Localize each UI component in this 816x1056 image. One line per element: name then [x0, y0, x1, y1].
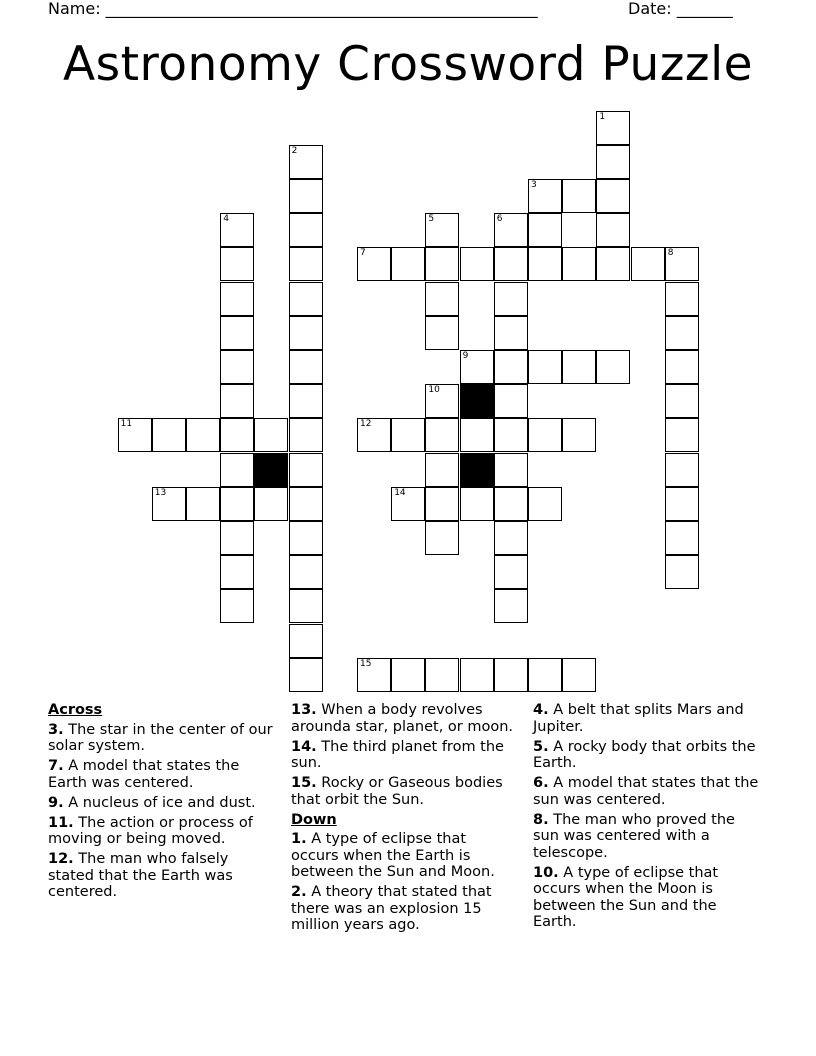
clue-number: 3.: [48, 721, 64, 738]
blocked-cell: [254, 453, 288, 487]
crossword-cell-13[interactable]: [152, 487, 186, 521]
crossword-cell-6[interactable]: [494, 213, 528, 247]
crossword-cell[interactable]: [425, 418, 459, 452]
crossword-cell[interactable]: [289, 453, 323, 487]
clue-text: The man who falsely stated that the Earth was centered.: [48, 851, 233, 900]
crossword-cell[interactable]: [665, 350, 699, 384]
blocked-cell: [460, 384, 494, 418]
crossword-cell[interactable]: [220, 487, 254, 521]
crossword-cell[interactable]: [186, 487, 220, 521]
crossword-cell[interactable]: [152, 418, 186, 452]
crossword-cell[interactable]: [596, 350, 630, 384]
clue-number: 11: [120, 419, 133, 430]
name-field[interactable]: Name: ______________________________________________________: [48, 0, 538, 18]
crossword-cell[interactable]: [460, 487, 494, 521]
clue-item: [291, 702, 517, 735]
clue-number: 6: [496, 214, 503, 225]
crossword-cell[interactable]: [562, 418, 596, 452]
crossword-cell[interactable]: [665, 282, 699, 316]
clue-number: 9: [462, 351, 469, 361]
clue-item: [533, 775, 763, 808]
crossword-cell[interactable]: [494, 521, 528, 555]
crossword-cell[interactable]: [220, 384, 254, 418]
crossword-cell[interactable]: [494, 555, 528, 589]
crossword-cell[interactable]: [289, 247, 323, 281]
crossword-cell[interactable]: [494, 418, 528, 452]
crossword-cell[interactable]: [186, 418, 220, 452]
clue-text: The star in the center of our solar system.: [48, 721, 273, 754]
crossword-cell[interactable]: [494, 658, 528, 692]
clue-text: A model that states that the sun was centered.: [533, 775, 759, 808]
crossword-cell[interactable]: [562, 247, 596, 281]
across-clue-list-continued: [291, 702, 517, 808]
crossword-cell[interactable]: [425, 658, 459, 692]
clue-text: A theory that stated that there was an explosion 15 million years ago.: [291, 884, 492, 933]
crossword-cell[interactable]: [460, 247, 494, 281]
crossword-cell-7[interactable]: [357, 247, 391, 281]
clue-number: 1.: [291, 831, 307, 847]
crossword-cell[interactable]: [494, 453, 528, 487]
clue-number: 7.: [48, 758, 64, 774]
clue-item: [291, 884, 517, 934]
crossword-cell-2[interactable]: [289, 145, 323, 179]
clue-number: 4: [223, 214, 229, 225]
clue-number: 11.: [48, 814, 74, 831]
down-clue-list-continued: [533, 702, 763, 931]
crossword-cell[interactable]: [460, 658, 494, 692]
crossword-cell[interactable]: [289, 384, 323, 418]
clues-column-2: [291, 702, 517, 937]
clue-number: 13: [154, 487, 167, 498]
crossword-cell[interactable]: [596, 179, 630, 213]
clue-item: [533, 865, 763, 931]
crossword-cell[interactable]: [289, 487, 323, 521]
clue-text: The man who proved the sun was centered with a telescope.: [533, 811, 735, 861]
clue-item: [291, 739, 517, 772]
clue-number: 5.: [533, 738, 549, 755]
crossword-cell[interactable]: [528, 247, 562, 281]
crossword-cell[interactable]: [220, 282, 254, 316]
crossword-cell[interactable]: [528, 213, 562, 247]
crossword-cell[interactable]: [494, 247, 528, 281]
clue-number: 10.: [533, 864, 559, 881]
clue-number: 2.: [291, 884, 307, 900]
clue-number: 12: [360, 419, 372, 430]
crossword-cell[interactable]: [528, 658, 562, 692]
crossword-cell[interactable]: [460, 418, 494, 452]
clue-number: 5: [428, 214, 435, 225]
clue-item: [48, 722, 274, 755]
crossword-cell[interactable]: [596, 247, 630, 281]
crossword-cell[interactable]: [425, 487, 459, 521]
clue-item: [48, 795, 274, 812]
clue-number: 10: [428, 385, 440, 396]
across-heading: Across: [48, 702, 103, 718]
clue-text: A type of eclipse that occurs when the Moon is between the Sun and the Earth.: [533, 864, 719, 930]
crossword-cell[interactable]: [220, 453, 254, 487]
crossword-cell[interactable]: [289, 316, 323, 350]
clue-number: 13.: [291, 702, 317, 718]
clue-number: 14: [394, 487, 406, 498]
clue-number: 14.: [291, 738, 317, 755]
crossword-cell[interactable]: [665, 384, 699, 418]
clue-number: 4.: [533, 702, 549, 718]
crossword-cell[interactable]: [494, 350, 528, 384]
clue-number: 1: [599, 111, 606, 122]
crossword-cell[interactable]: [562, 179, 596, 213]
clue-text: Rocky or Gaseous bodies that orbit the Sun.: [291, 775, 503, 808]
crossword-cell[interactable]: [289, 658, 323, 692]
clue-item: [533, 702, 763, 735]
crossword-cell-9[interactable]: [460, 350, 494, 384]
crossword-cell-14[interactable]: [391, 487, 425, 521]
crossword-cell-8[interactable]: [665, 247, 699, 281]
crossword-cell[interactable]: [220, 418, 254, 452]
crossword-cell[interactable]: [562, 350, 596, 384]
crossword-cell[interactable]: [289, 589, 323, 623]
crossword-cell[interactable]: [254, 418, 288, 452]
page-title: Astronomy Crossword Puzzle: [62, 37, 754, 92]
clue-item: [291, 775, 517, 808]
crossword-cell[interactable]: [631, 247, 665, 281]
clue-item: [533, 812, 763, 862]
crossword-cell[interactable]: [391, 418, 425, 452]
clue-item: [291, 831, 517, 881]
crossword-cell[interactable]: [289, 213, 323, 247]
crossword-cell[interactable]: [391, 658, 425, 692]
clue-item: [48, 815, 274, 848]
crossword-cell[interactable]: [665, 418, 699, 452]
clue-number: 2: [291, 145, 298, 156]
clue-number: 3: [531, 180, 537, 190]
clue-text: A belt that splits Mars and Jupiter.: [533, 702, 744, 735]
crossword-cell[interactable]: [220, 521, 254, 555]
crossword-cell[interactable]: [665, 487, 699, 521]
crossword-cell-4[interactable]: [220, 213, 254, 247]
crossword-cell[interactable]: [220, 589, 254, 623]
crossword-cell-12[interactable]: [357, 418, 391, 452]
clue-number: 9.: [48, 794, 64, 811]
crossword-cell-3[interactable]: [528, 179, 562, 213]
crossword-cell[interactable]: [665, 453, 699, 487]
crossword-cell-15[interactable]: [357, 658, 391, 692]
crossword-cell[interactable]: [391, 247, 425, 281]
crossword-cell[interactable]: [596, 145, 630, 179]
crossword-cell[interactable]: [425, 282, 459, 316]
crossword-cell[interactable]: [254, 487, 288, 521]
blocked-cell: [460, 453, 494, 487]
crossword-cell[interactable]: [528, 418, 562, 452]
crossword-cell[interactable]: [425, 453, 459, 487]
clue-text: A model that states the Earth was centered.: [48, 758, 240, 791]
clue-text: A type of eclipse that occurs when the Earth is between the Sun and Moon.: [291, 831, 495, 880]
crossword-cell[interactable]: [220, 316, 254, 350]
clue-item: [533, 739, 763, 772]
crossword-cell[interactable]: [596, 213, 630, 247]
clue-number: 15: [360, 658, 372, 669]
crossword-cell[interactable]: [494, 316, 528, 350]
clues-column-1: [48, 702, 274, 904]
crossword-cell[interactable]: [528, 350, 562, 384]
clue-text: The action or process of moving or being moved.: [48, 814, 253, 847]
crossword-cell[interactable]: [494, 384, 528, 418]
clue-number: 15.: [291, 775, 317, 791]
down-clue-list: [291, 831, 517, 934]
clue-number: 8: [667, 248, 674, 259]
crossword-cell[interactable]: [289, 555, 323, 589]
date-field[interactable]: Date: _______: [628, 0, 733, 18]
crossword-cell[interactable]: [289, 179, 323, 213]
crossword-cell[interactable]: [289, 521, 323, 555]
crossword-cell-5[interactable]: [425, 213, 459, 247]
crossword-cell[interactable]: [665, 316, 699, 350]
clue-text: A nucleus of ice and dust.: [63, 794, 256, 811]
crossword-cell[interactable]: [425, 247, 459, 281]
crossword-cell[interactable]: [562, 658, 596, 692]
crossword-cell[interactable]: [494, 487, 528, 521]
crossword-cell[interactable]: [289, 624, 323, 658]
clues-column-3: [533, 702, 763, 934]
crossword-cell[interactable]: [528, 487, 562, 521]
crossword-cell[interactable]: [220, 555, 254, 589]
clue-number: 8.: [533, 811, 549, 828]
clue-text: When a body revolves arounda star, planet, or moon.: [291, 702, 514, 735]
crossword-cell-1[interactable]: [596, 111, 630, 145]
crossword-cell[interactable]: [425, 521, 459, 555]
crossword-cell[interactable]: [220, 350, 254, 384]
clue-text: A rocky body that orbits the Earth.: [533, 738, 756, 771]
clue-number: 12.: [48, 851, 74, 867]
crossword-cell[interactable]: [494, 589, 528, 623]
crossword-cell[interactable]: [665, 521, 699, 555]
crossword-cell[interactable]: [665, 555, 699, 589]
down-heading: Down: [291, 811, 337, 828]
clue-item: [48, 758, 274, 791]
crossword-cell[interactable]: [494, 282, 528, 316]
crossword-cell-11[interactable]: [118, 418, 152, 452]
crossword-cell[interactable]: [289, 282, 323, 316]
crossword-cell-10[interactable]: [425, 384, 459, 418]
clue-text: The third planet from the sun.: [291, 738, 504, 771]
across-clue-list: [48, 722, 274, 901]
crossword-cell[interactable]: [289, 418, 323, 452]
clue-number: 7: [360, 248, 366, 259]
clue-number: 6.: [533, 775, 549, 791]
crossword-cell[interactable]: [425, 316, 459, 350]
crossword-cell[interactable]: [289, 350, 323, 384]
crossword-cell[interactable]: [220, 247, 254, 281]
clue-item: [48, 851, 274, 901]
